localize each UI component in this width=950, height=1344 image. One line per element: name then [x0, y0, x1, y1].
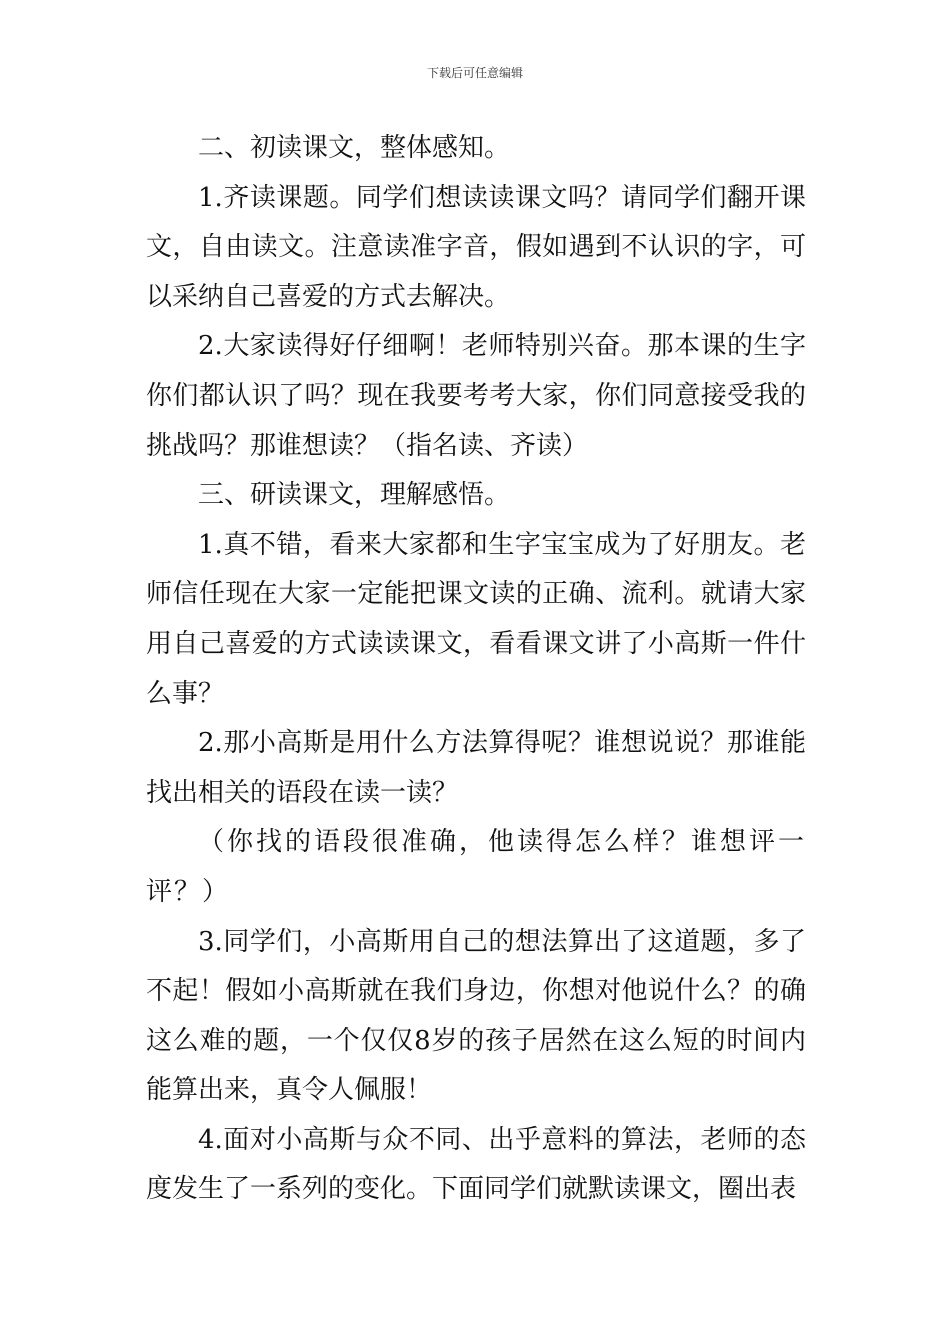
- paragraph-note: （你找的语段很准确，他读得怎么样？谁想评一评？）: [146, 827, 806, 907]
- section-heading-2: 二、初读课文，整体感知。: [198, 133, 511, 163]
- paragraph: 2.那小高斯是用什么方法算得呢？谁想说说？那谁能找出相关的语段在读一读？: [146, 728, 806, 808]
- page-header-note: 下载后可任意编辑: [426, 66, 523, 80]
- document-body: [146, 124, 806, 1215]
- paragraph: 1.真不错，看来大家都和生字宝宝成为了好朋友。老师信任现在大家一定能把课文读的正确、流利。就请大家用自己喜爱的方式读读课文，看看课文讲了小高斯一件什么事？: [146, 529, 806, 709]
- paragraph: 3.同学们，小高斯用自己的想法算出了这道题，多了不起！假如小高斯就在我们身边，你想对他说什么？的确这么难的题，一个仅仅8岁的孩子居然在这么短的时间内能算出来，真令人佩服！: [146, 926, 806, 1106]
- section-heading-3: 三、研读课文，理解感悟。: [198, 480, 511, 511]
- paragraph: 4.面对小高斯与众不同、出乎意料的算法，老师的态度发生了一系列的变化。下面同学们就默读课文，圈出表: [146, 1124, 806, 1205]
- paragraph: 1.齐读课题。同学们想读读课文吗？请同学们翻开课文，自由读文。注意读准字音，假如遇到不认识的字，可以采纳自己喜爱的方式去解决。: [146, 182, 806, 312]
- paragraph: 2.大家读得好仔细啊！老师特别兴奋。那本课的生字你们都认识了吗？现在我要考考大家，你们同意接受我的挑战吗？那谁想读？（指名读、齐读）: [146, 331, 806, 461]
